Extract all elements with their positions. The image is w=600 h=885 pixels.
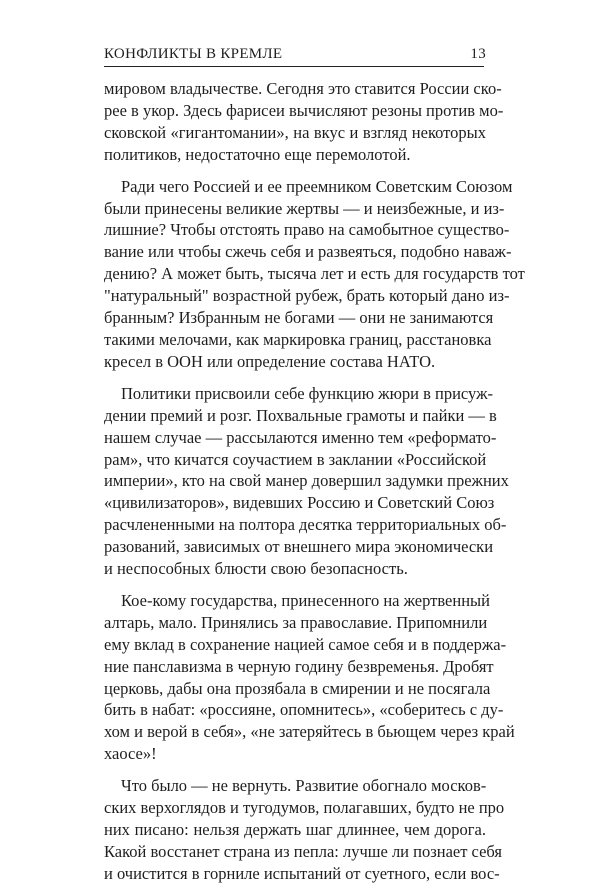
text-line: лишние? Чтобы отстоять право на самобытное существо- [104, 220, 510, 240]
text-line: Политики присвоили себе функцию жюри в присуж- [121, 383, 493, 403]
text-line: рам», что кичатся соучастием в заклании «Российской [104, 449, 487, 469]
text-line: ских верхоглядов и тугодумов, полагавших, будто не про [104, 798, 505, 818]
text-line: нашем случае — рассылаются именно тем «реформато- [104, 427, 497, 447]
paragraph [104, 383, 509, 580]
text-line: такими мелочами, как маркировка границ, расстановка [104, 329, 492, 349]
text-line: сковской «гигантомании», на вкус и взгляд некоторых [104, 122, 486, 142]
text-line: ние панславизма в черную годину безвременья. Дробят [104, 656, 494, 676]
text-line: кресел в ООН или определение состава НАТО. [104, 351, 436, 371]
text-line: и неспособных блюсти свою безопасность. [104, 559, 408, 579]
running-title: КОНФЛИКТЫ В КРЕМЛЕ [104, 46, 283, 62]
text-line: хом и верой в себя», «не затеряйтесь в бьющем через край [104, 722, 515, 742]
running-header [104, 46, 486, 63]
text-line: Ради чего Россией и ее преемником Советским Союзом [121, 176, 513, 196]
text-line: политиков, недостаточно еще перемолотой. [104, 144, 411, 164]
body-text [104, 78, 525, 885]
text-line: Что было — не вернуть. Развитие обогнало москов- [121, 776, 487, 796]
paragraph [104, 590, 515, 765]
text-line: Какой восстанет страна из пепла: лучше ли познает себя [104, 841, 502, 861]
text-line: церковь, дабы она прозябала в смирении и не посягала [104, 678, 491, 698]
text-line: мировом владычестве. Сегодня это ставится России ско- [104, 79, 502, 98]
text-line: бранным? Избранным не богами — они не занимаются [104, 308, 494, 328]
text-line: ему вклад в сохранение нацией самое себя и в поддержа- [104, 634, 507, 654]
text-line: разований, зависимых от внешнего мира экономически [104, 537, 494, 557]
text-line: империи», кто на свой манер довершил задумки прежних [104, 471, 509, 491]
text-line: бить в набат: «россияне, опомнитесь», «соберитесь с ду- [104, 700, 504, 720]
text-line: "натуральный" возрастной рубеж, брать который дано из- [104, 286, 510, 306]
text-line: хаосе»! [104, 744, 157, 764]
text-line: были принесены великие жертвы — и неизбежные, и из- [104, 198, 505, 218]
text-line: них писано: нельзя держать шаг длиннее, чем дорога. [104, 820, 486, 839]
paragraph [104, 78, 504, 166]
header-rule [104, 66, 484, 67]
text-line: дению? А может быть, тысяча лет и есть для государств тот [104, 264, 525, 284]
text-line: рее в укор. Здесь фарисеи вычисляют резоны против мо- [104, 100, 504, 120]
paragraph [104, 176, 525, 373]
text-line: вание или чтобы сжечь себя и развеяться, подобно наваж- [104, 242, 512, 262]
text-line: дении премий и розг. Похвальные грамоты и пайки — в [104, 405, 497, 425]
text-line: расчлененными на полтора десятка территориальных об- [104, 515, 507, 535]
text-line: Кое-кому государства, принесенного на жертвенный [121, 590, 490, 610]
text-line: «цивилизаторов», видевших Россию и Советский Союз [104, 493, 495, 513]
paragraph [104, 775, 505, 885]
text-line: алтарь, мало. Принялись за православие. Припомнили [104, 612, 488, 632]
text-line: и очистится в горниле испытаний от суетного, если вос- [104, 863, 500, 883]
page-number: 13 [470, 46, 486, 62]
